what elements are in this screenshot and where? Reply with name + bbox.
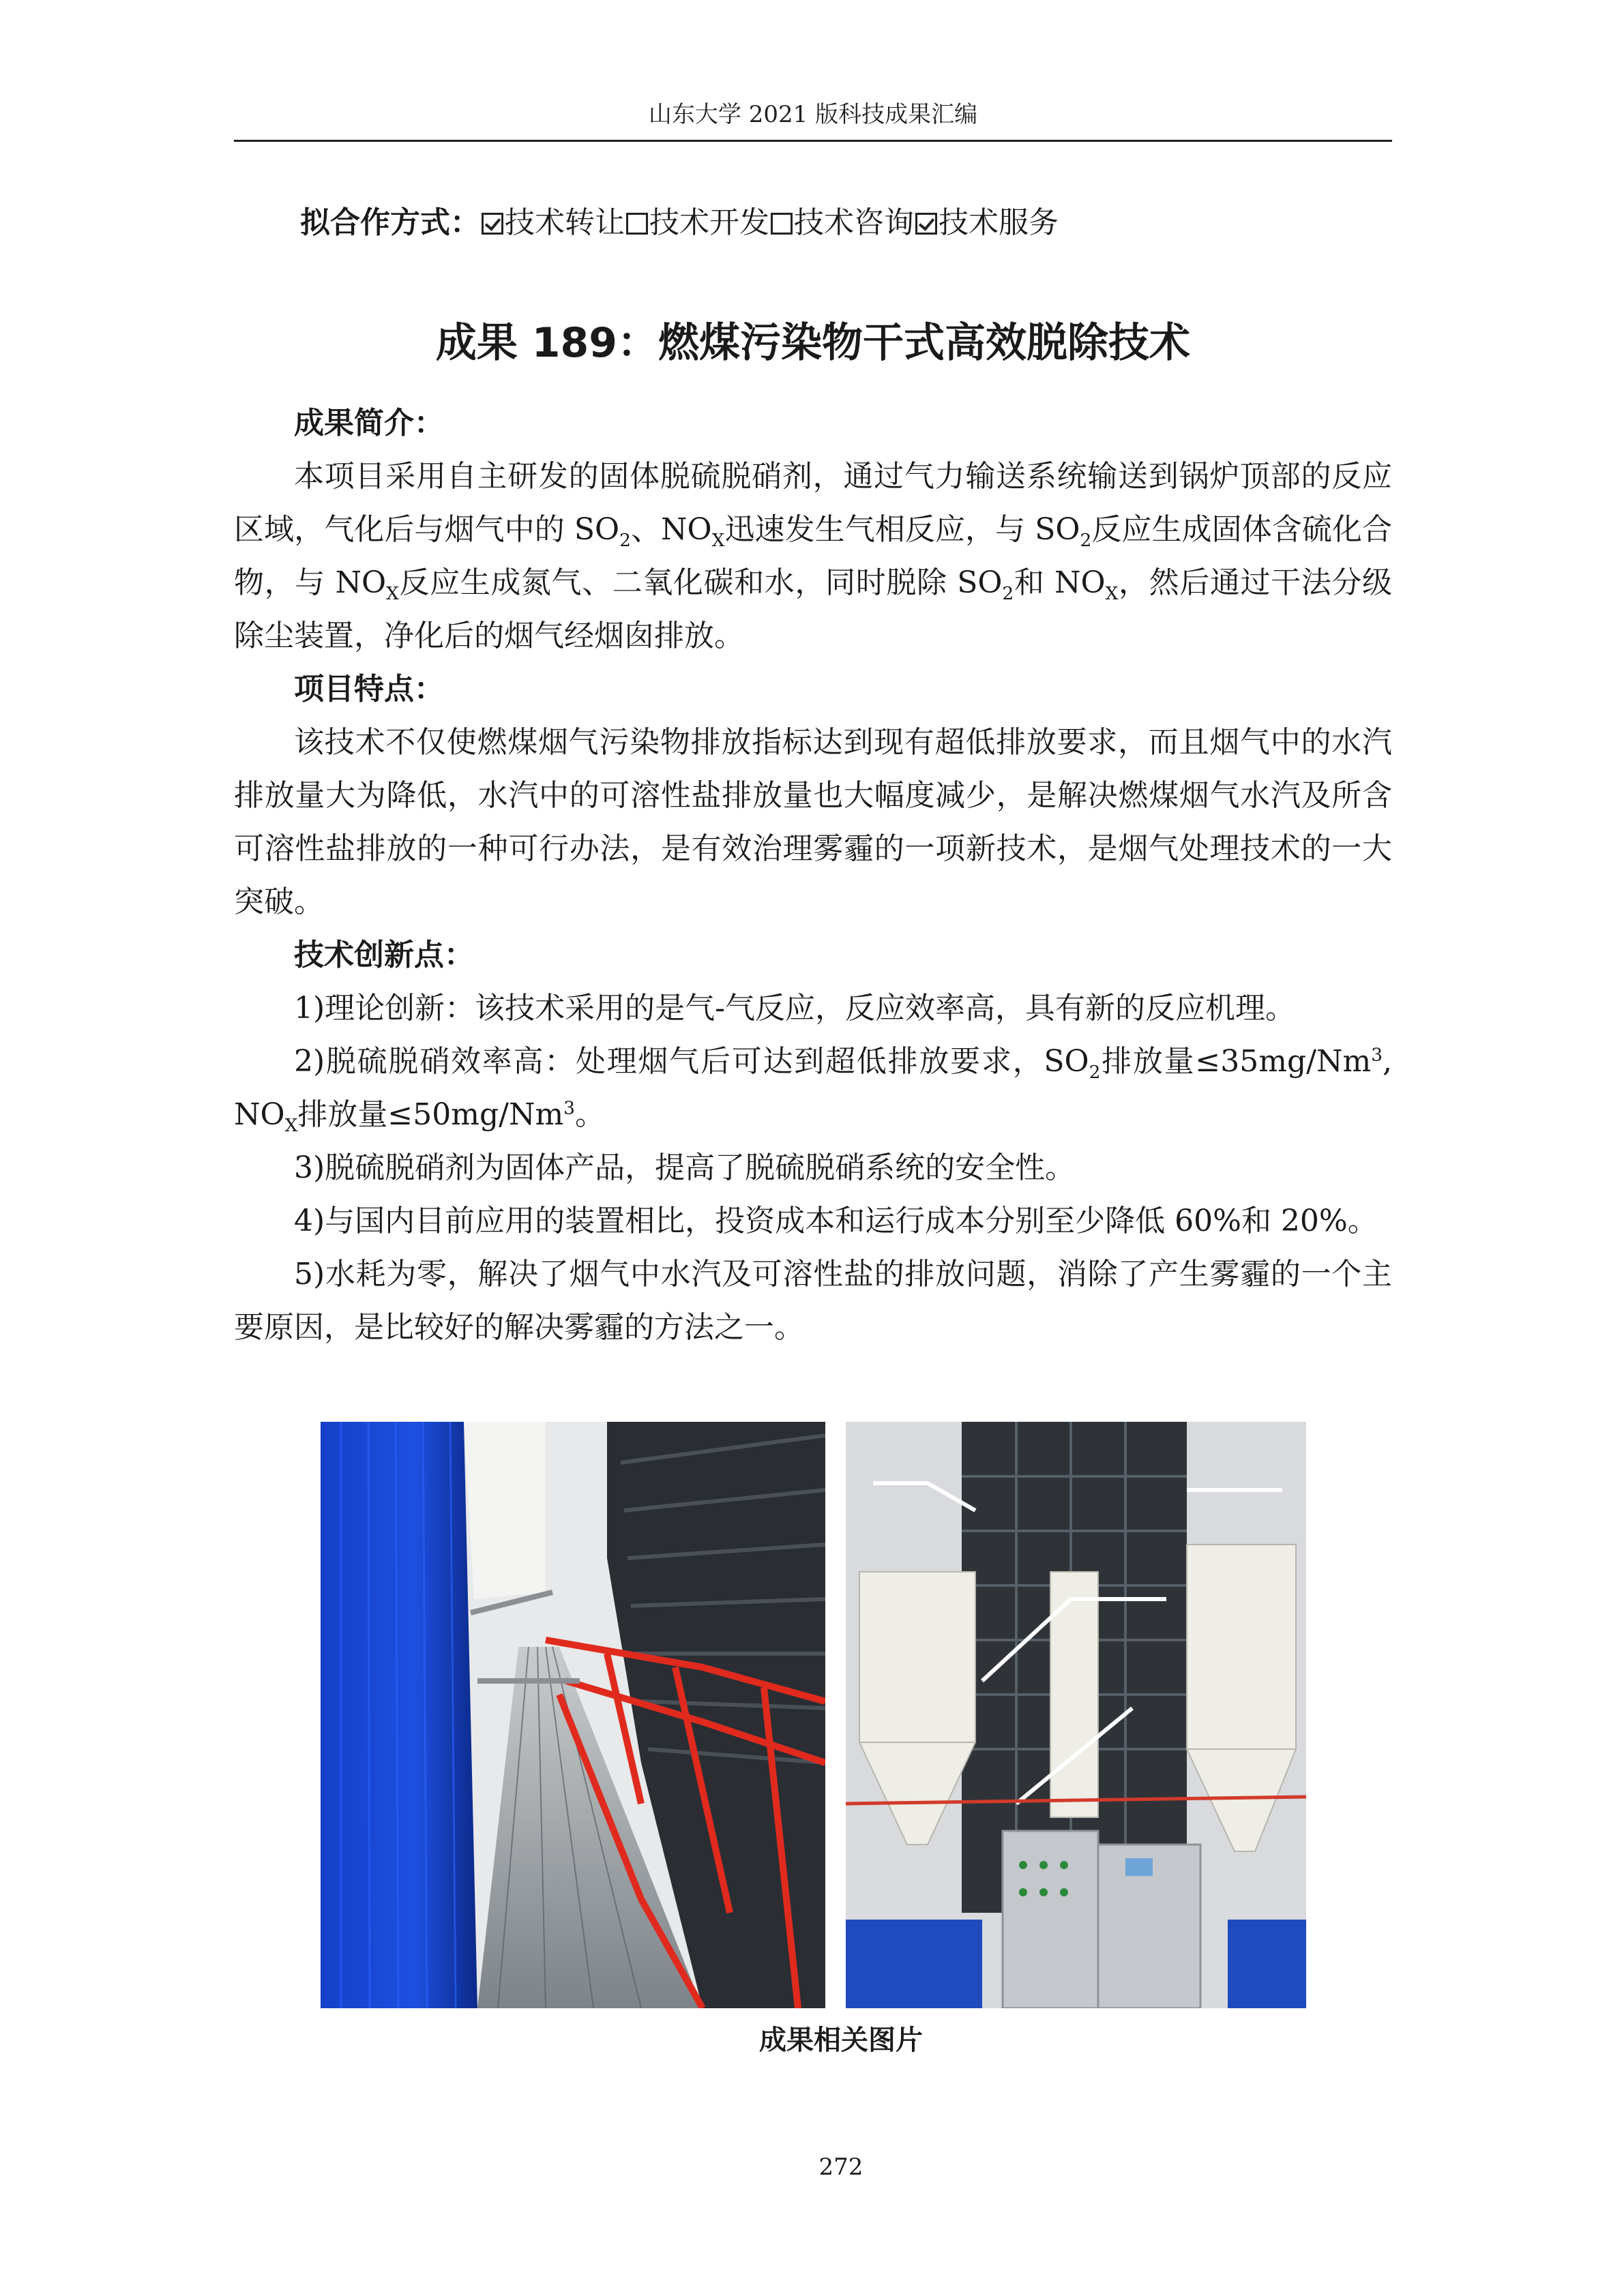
- innovation-item: 4)与国内目前应用的装置相比，投资成本和运行成本分别至少降低 60%和 20%。: [294, 1204, 1378, 1238]
- cooperation-option: 技术开发: [649, 205, 769, 240]
- section-heading: 成果简介：: [294, 406, 444, 441]
- cooperation-line: [300, 198, 1059, 241]
- innovation-item: 5)水耗为零，解决了烟气中水汽及可溶性盐的排放问题，消除了产生雾霾的一个主要原因，是比较好的解决雾霾的方法之一。: [234, 1257, 1392, 1345]
- innovation-item: 3)脱硫脱硝剂为固体产品，提高了脱硫脱硝系统的安全性。: [294, 1150, 1076, 1185]
- body-text: [234, 397, 1392, 1354]
- checkbox-empty-icon: [771, 213, 793, 235]
- cooperation-option: 技术转让: [505, 205, 625, 240]
- intro-paragraph: 本项目采用自主研发的固体脱硫脱硝剂，通过气力输送系统输送到锅炉顶部的反应区域，气化后与烟气中的 $SO_2$、$NO_X$迅速发生气相反应，与 $SO_2$反应生成固体含硫化合物，与 $NO_X$反应生成氮气、二氧化碳和水，同时脱除 $SO_2$和 $NO_X$，然后通过干法分级除尘装置，净化后的烟气经烟囱排放。: [234, 459, 1393, 653]
- features-paragraph: 该技术不仅使燃煤烟气污染物排放指标达到现有超低排放要求，而且烟气中的水汽排放量大为降低，水汽中的可溶性盐排放量也大幅度减少，是解决燃煤烟气水汽及所含可溶性盐排放的一种可行办法，是有效治理雾霾的一项新技术，是烟气处理技术的一大突破。: [234, 725, 1392, 919]
- cooperation-label: 拟合作方式：: [300, 205, 480, 240]
- header-rule: [234, 140, 1392, 142]
- checkbox-checked-icon: [915, 213, 937, 235]
- running-header: 山东大学 2021 版科技成果汇编: [648, 101, 978, 128]
- innovation-item: 1)理论创新：该技术采用的是气-气反应，反应效率高，具有新的反应机理。: [294, 991, 1296, 1026]
- section-heading: 技术创新点：: [294, 938, 474, 972]
- figure-caption: 成果相关图片: [759, 2025, 923, 2056]
- page-title: 成果 189：燃煤污染物干式高效脱除技术: [435, 319, 1191, 367]
- innovation-item: 2)脱硫脱硝效率高：处理烟气后可达到超低排放要求，$SO_2$排放量$\le 35mg/Nm^3$, $NO_X$排放量$\le 50mg/Nm^3$。: [234, 1044, 1392, 1136]
- checkbox-empty-icon: [626, 213, 648, 235]
- checkbox-checked-icon: [482, 213, 503, 235]
- page-number: 272: [818, 2153, 863, 2181]
- cooperation-option: 技术咨询: [794, 205, 914, 240]
- photo-walkway: [321, 1422, 825, 2008]
- section-heading: 项目特点：: [294, 672, 444, 706]
- cooperation-option: 技术服务: [939, 205, 1059, 240]
- photo-silos: [846, 1422, 1306, 2008]
